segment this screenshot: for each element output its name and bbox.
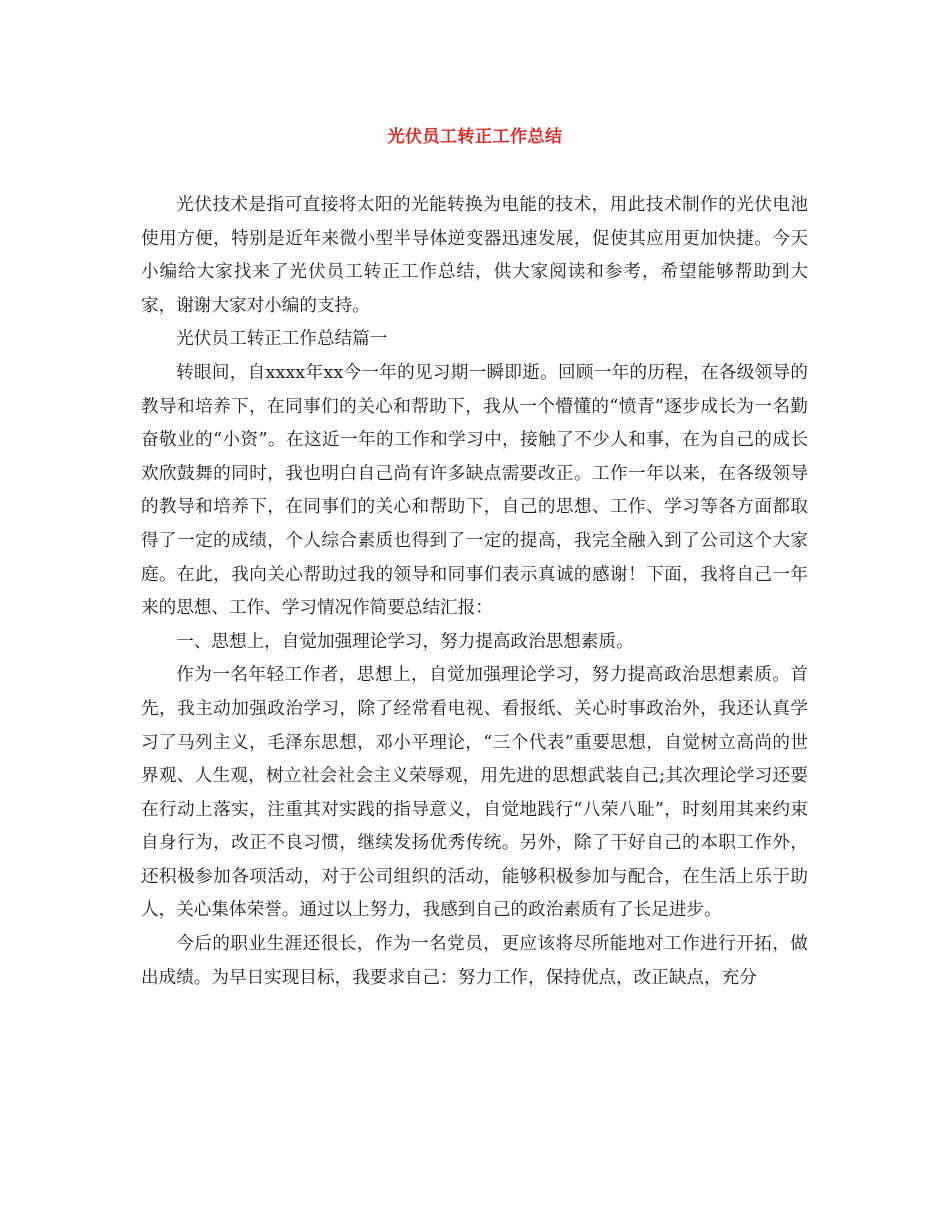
paragraph-intro: 光伏技术是指可直接将太阳的光能转换为电能的技术，用此技术制作的光伏电池使用方便，特别是近年来微小型半导体逆变器迅速发展，促使其应用更加快捷。今天小编给大家找来了光伏员工转正工作总结，供大家阅读和参考，希望能够帮助到大家，谢谢大家对小编的支持。	[141, 195, 808, 316]
paragraph-section-heading: 光伏员工转正工作总结篇一	[176, 329, 388, 350]
paragraph-point-one-body: 作为一名年轻工作者，思想上，自觉加强理论学习，努力提高政治思想素质。首先，我主动加强政治学习，除了经常看电视、看报纸、关心时事政治外，我还认真学习了马列主义，毛泽东思想，邓小平理论，“三个代表”重要思想，自觉树立高尚的世界观、人生观，树立社会社会主义荣辱观，用先进的思想武装自己;其次理论学习还要在行动上落实，注重其对实践的指导意义，自觉地践行“八荣八耻”，时刻用其来约束自身行为，改正不良习惯，继续发扬优秀传统。另外，除了干好自己的本职工作外，还积极参加各项活动，对于公司组织的活动，能够积极参加与配合，在生活上乐于助人，关心集体荣誉。通过以上努力，我感到自己的政治素质有了长足进步。	[141, 665, 808, 921]
paragraph-review: 转眼间，自xxxx年xx今一年的见习期一瞬即逝。回顾一年的历程，在各级领导的教导和培养下，在同事们的关心和帮助下，我从一个懵懂的“愤青”逐步成长为一名勤奋敬业的“小资”。在这近一年的工作和学习中，接触了不少人和事，在为自己的成长欢欣鼓舞的同时，我也明白自己尚有许多缺点需要改正。工作一年以来，在各级领导的教导和培养下，在同事们的关心和帮助下，自己的思想、工作、学习等各方面都取得了一定的成绩，个人综合素质也得到了一定的提高，我完全融入到了公司这个大家庭。在此，我向关心帮助过我的领导和同事们表示真诚的感谢！下面，我将自己一年来的思想、工作、学习情况作简要总结汇报：	[141, 362, 808, 619]
document-body	[141, 189, 808, 995]
paragraph-point-one-heading: 一、思想上，自觉加强理论学习，努力提高政治思想素质。	[176, 631, 634, 652]
paragraph-future: 今后的职业生涯还很长，作为一名党员，更应该将尽所能地对工作进行开拓，做出成绩。为早日实现目标，我要求自己：努力工作，保持优点，改正缺点，充分	[141, 934, 808, 988]
document-title: 光伏员工转正工作总结	[387, 127, 563, 147]
